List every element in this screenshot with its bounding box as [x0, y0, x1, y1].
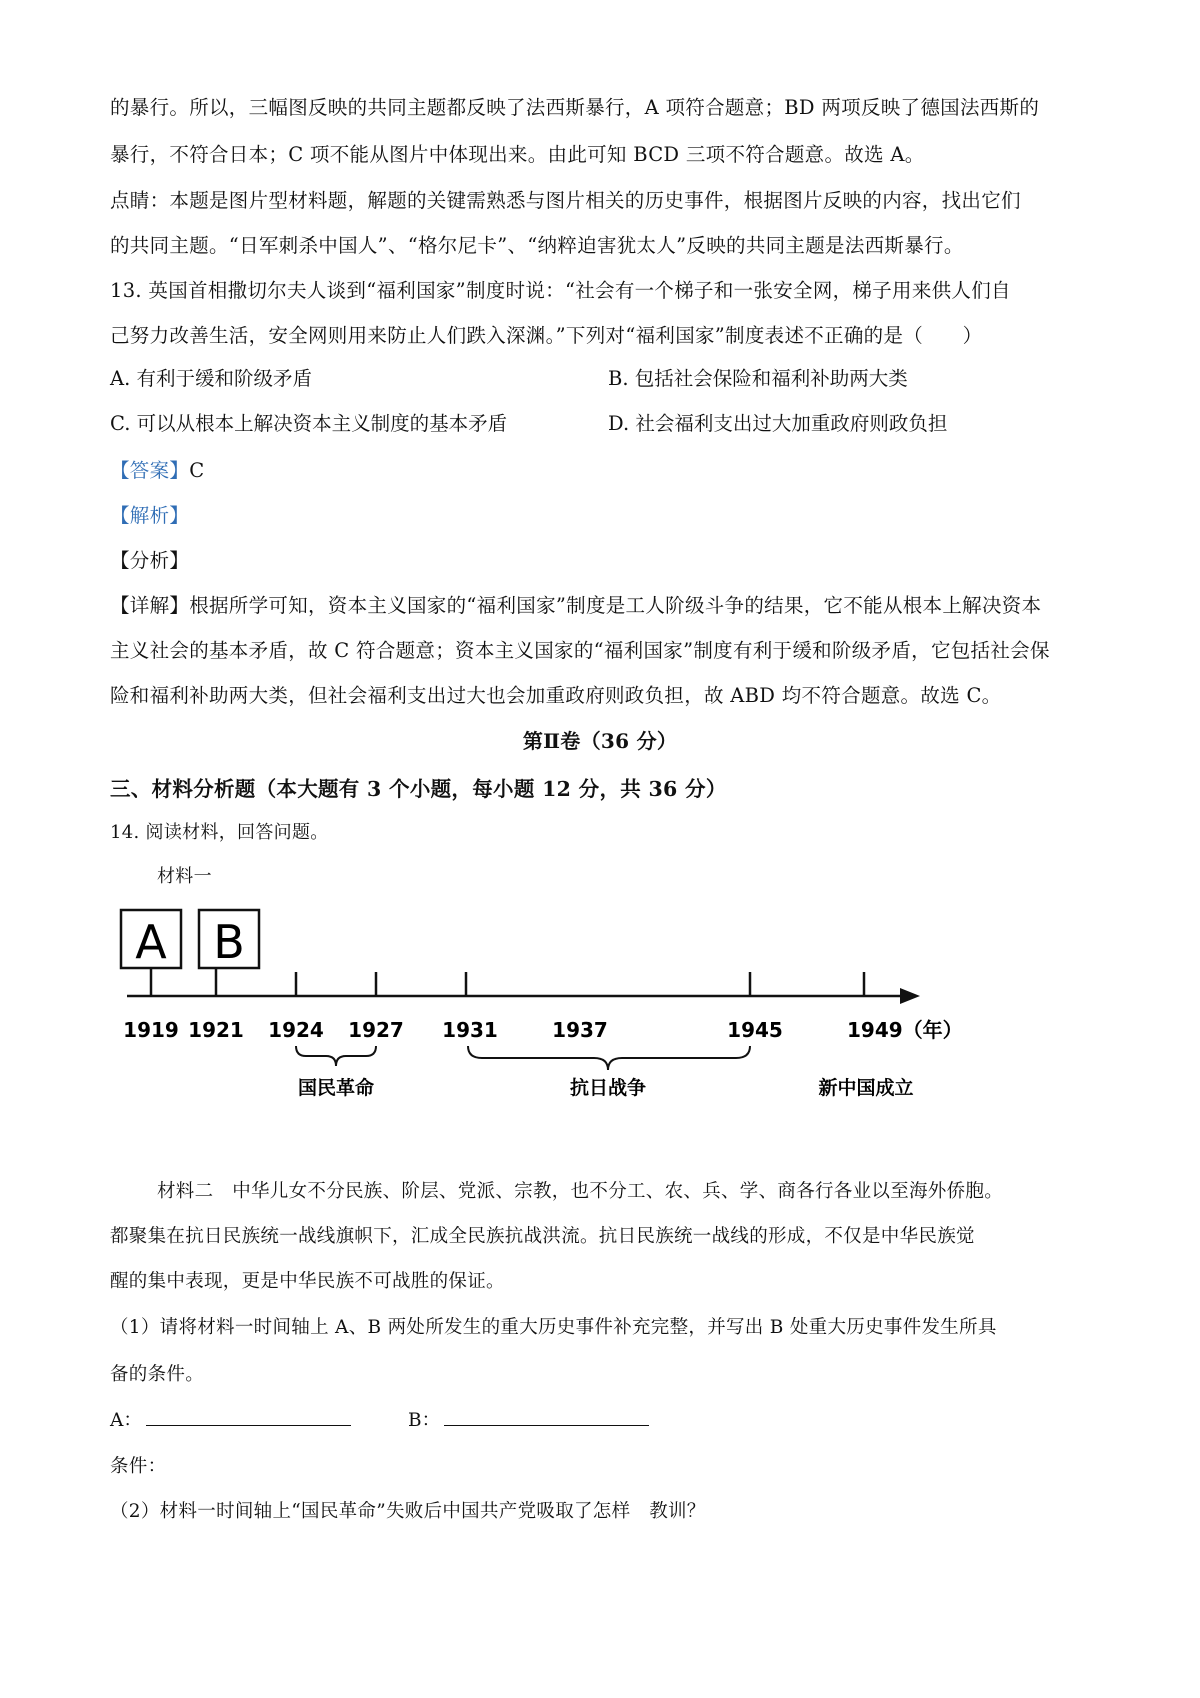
jiexi-label: 【解析】 — [110, 504, 190, 527]
answer-blank-b[interactable] — [408, 1406, 649, 1432]
year-label: 1921 — [188, 1018, 244, 1042]
blank-b-line[interactable] — [444, 1407, 649, 1426]
sub-question-1: （1）请将材料一时间轴上 A、B 两处所发生的重大历史事件补充完整，并写出 B 处重大历史事件发生所具 — [110, 1317, 997, 1338]
year-label: 1919 — [123, 1018, 179, 1042]
fenxi-label: 【分析】 — [110, 549, 190, 572]
explanation-line: 的共同主题。“日军刺杀中国人”、“格尔尼卡”、“纳粹迫害犹太人”反映的共同主题是法西斯暴行。 — [110, 234, 964, 257]
year-label: 1924 — [268, 1018, 324, 1042]
sub-question-1: 备的条件。 — [110, 1364, 205, 1385]
condition-label: 条件： — [110, 1456, 167, 1477]
year-label: 1927 — [348, 1018, 404, 1042]
year-label: 1937 — [552, 1018, 608, 1042]
year-label: 1945 — [727, 1018, 783, 1042]
timeline-diagram — [0, 900, 1200, 1120]
blank-b-label: B： — [408, 1410, 441, 1431]
year-label: 1949（年） — [847, 1018, 963, 1042]
brace-anti-japanese-war — [468, 1046, 750, 1070]
blank-a-label: A： — [110, 1410, 142, 1431]
material-2-line: 材料二 中华儿女不分民族、阶层、党派、宗教，也不分工、农、兵、学、商各行各业以至海外侨胞。 — [157, 1181, 1004, 1202]
part3-title: 三、材料分析题（本大题有 3 个小题，每小题 12 分，共 36 分） — [110, 777, 727, 801]
detail-line: 主义社会的基本矛盾，故 C 符合题意；资本主义国家的“福利国家”制度有利于缓和阶级矛盾，它包括社会保 — [110, 639, 1050, 662]
detail-line: 险和福利补助两大类，但社会福利支出过大也会加重政府则政负担，故 ABD 均不符合题意。故选 C。 — [110, 684, 1002, 707]
timeline-box-a-label: A — [135, 915, 167, 969]
blank-a-line[interactable] — [146, 1407, 351, 1426]
timeline-arrow — [900, 988, 920, 1004]
explanation-line: 暴行，不符合日本；C 项不能从图片中体现出来。由此可知 BCD 三项不符合题意。故选 A。 — [110, 143, 925, 166]
question-13-stem: 13. 英国首相撒切尔夫人谈到“福利国家”制度时说：“社会有一个梯子和一张安全网，梯子用来供人们自 — [110, 279, 1011, 302]
answer-value: C — [189, 459, 205, 482]
option-a: A. 有利于缓和阶级矛盾 — [110, 367, 312, 390]
period-label: 抗日战争 — [569, 1077, 647, 1099]
timeline-box-b-label: B — [213, 915, 245, 969]
material-1-label: 材料一 — [157, 866, 212, 887]
explanation-line: 的暴行。所以，三幅图反映的共同主题都反映了法西斯暴行，A 项符合题意；BD 两项反映了德国法西斯的 — [110, 96, 1040, 119]
material-2-line: 都聚集在抗日民族统一战线旗帜下，汇成全民族抗战洪流。抗日民族统一战线的形成，不仅是中华民族觉 — [110, 1226, 975, 1247]
period-label: 新中国成立 — [818, 1077, 914, 1099]
answer-label: 【答案】 — [110, 459, 190, 482]
question-13-stem: 己努力改善生活，安全网则用来防止人们跌入深渊。”下列对“福利国家”制度表述不正确的是（ ） — [110, 324, 983, 347]
option-d: D. 社会福利支出过大加重政府则政负担 — [608, 412, 948, 435]
brace-national-revolution — [296, 1046, 376, 1066]
period-label: 国民革命 — [297, 1077, 375, 1099]
section-title: 第Ⅱ卷（36 分） — [522, 729, 678, 753]
explanation-line: 点睛：本题是图片型材料题，解题的关键需熟悉与图片相关的历史事件，根据图片反映的内容，找出它们 — [110, 189, 1021, 212]
question-14-stem: 14. 阅读材料，回答问题。 — [110, 822, 329, 843]
option-b: B. 包括社会保险和福利补助两大类 — [608, 367, 908, 390]
detail-line: 【详解】根据所学可知，资本主义国家的“福利国家”制度是工人阶级斗争的结果，它不能从根本上解决资本 — [110, 594, 1042, 617]
year-label: 1931 — [442, 1018, 498, 1042]
material-2-line: 醒的集中表现，更是中华民族不可战胜的保证。 — [110, 1271, 505, 1292]
answer-line — [110, 455, 204, 483]
option-c: C. 可以从根本上解决资本主义制度的基本矛盾 — [110, 412, 508, 435]
sub-question-2: （2）材料一时间轴上“国民革命”失败后中国共产党吸取了怎样 教训？ — [110, 1501, 706, 1522]
answer-blank-a[interactable] — [110, 1406, 351, 1432]
